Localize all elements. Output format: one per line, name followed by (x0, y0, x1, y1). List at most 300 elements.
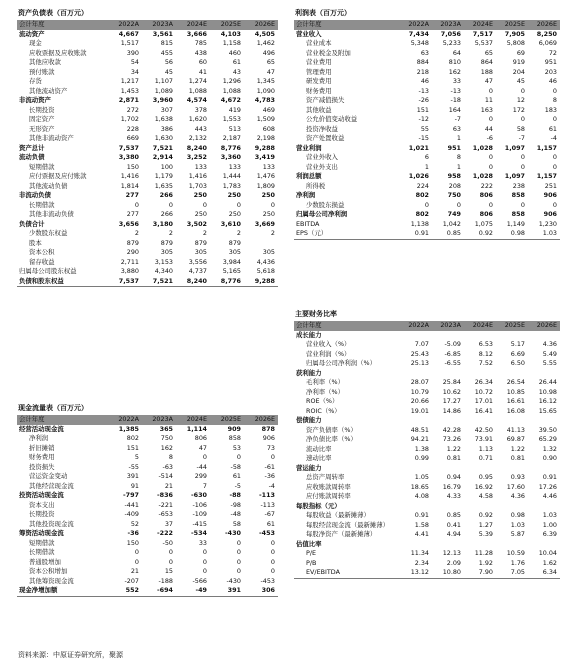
cell-value: 16.12 (538, 397, 557, 405)
cell-value: 3,960 (152, 96, 173, 104)
cell-value: 1.03 (510, 520, 525, 529)
cell-value: 6.53 (478, 340, 493, 348)
cell-value: 1.58 (414, 520, 429, 529)
cell-value: 390 (126, 48, 139, 57)
cell-value: 8 (168, 453, 173, 461)
cell-value: 251 (544, 181, 557, 190)
cell-value: 858 (511, 210, 525, 218)
header-label: 会计年度 (294, 321, 400, 331)
cell-value: 884 (416, 58, 429, 66)
table-row (294, 416, 560, 426)
row-label: 总资产周转率 (306, 473, 345, 481)
table-row (294, 106, 560, 116)
table-row (17, 472, 278, 482)
cell-value: 11.34 (410, 549, 429, 557)
cell-value: 46 (420, 77, 429, 85)
cell-value: 17.27 (442, 397, 461, 405)
cell-value: 1,088 (222, 86, 241, 95)
cell-value: 0.94 (446, 473, 461, 481)
cell-value: 306 (244, 586, 278, 596)
cell-value: 61 (548, 124, 557, 133)
cell-value: 25.13 (410, 359, 429, 367)
row-label: 少数股东损益 (306, 200, 345, 209)
table-row (294, 464, 560, 474)
row-label: 负债和股东权益 (17, 277, 108, 287)
cell-value: 42.50 (474, 425, 493, 434)
cell-value: 228 (126, 124, 139, 133)
cell-value: 203 (544, 67, 557, 76)
row-label: 资产总计 (19, 143, 45, 152)
cell-value: 15 (164, 567, 173, 575)
key-ratios-table (294, 321, 560, 579)
cell-value: 7,056 (440, 29, 461, 38)
table-row (294, 220, 560, 230)
cell-value: 802 (415, 191, 429, 199)
cell-value: 2,132 (188, 134, 207, 142)
source-footer: 资料来源：中原证券研究所，聚源 (18, 651, 123, 659)
cell-value: 4,667 (118, 29, 139, 38)
cell-value: 69 (516, 48, 525, 57)
cell-value: -4 (268, 481, 275, 490)
cell-value: 1,089 (154, 86, 173, 95)
cell-value: -44 (196, 462, 207, 471)
cell-value: 2,187 (222, 134, 241, 142)
table-row (294, 397, 560, 407)
cell-value: 3,556 (188, 257, 207, 266)
row-label: 资本支出 (29, 500, 55, 509)
cell-value: -6 (486, 134, 493, 142)
row-label: 归属母公司净利润（%） (306, 359, 376, 367)
row-label: 营业成本 (306, 39, 332, 47)
income-statement-title: 利润表（百万元） (295, 9, 351, 17)
cell-value: 3,252 (186, 153, 207, 161)
cell-value: 250 (261, 191, 275, 199)
cell-value (528, 464, 560, 474)
cell-value: 1.76 (510, 558, 525, 567)
row-label: P/B (306, 558, 317, 567)
cell-value: 0.92 (478, 511, 493, 519)
cell-value: 10.04 (538, 549, 557, 557)
table-row (17, 210, 278, 220)
cell-value: 1,097 (504, 143, 525, 152)
cell-value: 41.13 (506, 425, 525, 434)
table-row (17, 115, 278, 125)
cell-value: 45 (516, 77, 525, 85)
cell-value: 0 (424, 200, 429, 209)
cell-value: 4,672 (220, 96, 241, 104)
cell-value: 1.38 (414, 444, 429, 453)
row-label: 毛利率（%） (306, 378, 345, 386)
cell-value: 7 (202, 481, 207, 490)
cell-value (244, 239, 278, 249)
cell-value: 0 (270, 200, 275, 209)
cell-value: 6,069 (538, 39, 557, 47)
cell-value: -36 (127, 529, 139, 537)
cell-value: -415 (192, 519, 207, 528)
cell-value: 266 (159, 191, 173, 199)
cell-value: -13 (450, 86, 461, 95)
cell-value: 1.03 (528, 229, 560, 239)
cell-value: 438 (194, 48, 207, 57)
cell-value: 47 (198, 443, 207, 452)
header-year: 2023A (432, 321, 464, 331)
cell-value: 443 (194, 124, 207, 133)
cell-value: 0 (488, 86, 493, 95)
cell-value: 10.72 (474, 387, 493, 396)
header-year: 2023A (142, 20, 176, 30)
cell-value: 858 (511, 191, 525, 199)
cell-value: 1,517 (120, 39, 139, 47)
cell-value: -18 (450, 96, 461, 104)
cell-value: 3,984 (222, 257, 241, 266)
table-row (17, 258, 278, 268)
cell-value: 2,871 (118, 96, 139, 104)
cell-value: 3,610 (220, 219, 241, 228)
cell-value: 33 (198, 538, 207, 547)
cell-value: -113 (259, 491, 275, 499)
cell-value (496, 502, 528, 512)
row-label: 其他收益 (306, 105, 332, 114)
header-year: 2026E (244, 415, 278, 425)
cell-value (528, 540, 560, 550)
cell-value: 1,230 (538, 219, 557, 228)
cell-value: 906 (543, 191, 557, 199)
row-label: 其他筹资现金流 (29, 576, 74, 585)
cell-value: 44 (484, 124, 493, 133)
cell-value: 810 (448, 58, 461, 66)
cell-value: 1.62 (542, 558, 557, 567)
cell-value: 56 (164, 58, 173, 66)
cell-value: 4,436 (256, 257, 275, 266)
cell-value: 0.98 (496, 229, 528, 239)
cell-value: 2 (168, 229, 173, 237)
table-row (17, 220, 278, 230)
cell-value: 0.81 (510, 454, 525, 462)
cell-value: 1,274 (188, 77, 207, 85)
cell-value: 7,537 (118, 143, 139, 152)
cell-value: 1,462 (256, 39, 275, 47)
cell-value: 162 (448, 67, 461, 76)
table-row (294, 483, 560, 493)
table-row (17, 163, 278, 173)
table-row (17, 229, 278, 239)
table-row (17, 182, 278, 192)
row-label: 长期投资 (29, 105, 55, 114)
cell-value: 5.55 (542, 359, 557, 367)
cell-value: 39.50 (538, 425, 557, 434)
cell-value: 21 (164, 481, 173, 490)
cell-value: 43 (232, 67, 241, 76)
table-row (294, 369, 560, 379)
header-year: 2024E (464, 321, 496, 331)
cell-value (432, 369, 464, 379)
cell-value: 1 (456, 134, 461, 142)
cell-value: 4.33 (446, 492, 461, 500)
cell-value: 0.81 (446, 454, 461, 462)
cell-value: 0.41 (446, 520, 461, 529)
row-label: 营运资金变动 (29, 472, 68, 480)
cell-value: 1,416 (188, 172, 207, 180)
row-label: 营运能力 (296, 463, 322, 472)
row-label: EV/EBITDA (294, 568, 400, 578)
header-year: 2024E (176, 20, 210, 30)
cell-value: 63 (452, 124, 461, 133)
cell-value: -106 (192, 500, 207, 509)
cell-value: 11 (484, 96, 493, 104)
cash-flow-panel (17, 404, 278, 597)
cell-value: -6.85 (444, 349, 461, 358)
cell-value: -5 (234, 481, 241, 490)
cell-value: 6.39 (542, 530, 557, 538)
cell-value (496, 416, 528, 426)
cell-value: 94.21 (410, 435, 429, 443)
cell-value: 7,521 (142, 277, 176, 287)
cell-value: 16.79 (442, 482, 461, 491)
cell-value: 0.91 (542, 473, 557, 481)
row-label: 资本公积增加 (29, 567, 68, 575)
cell-value (400, 502, 432, 512)
cell-value: 19.01 (410, 406, 429, 415)
cell-value: 0.91 (414, 511, 429, 519)
cell-value: 1 (424, 162, 429, 171)
balance-sheet-panel (17, 9, 278, 287)
cell-value: 7.05 (496, 568, 528, 578)
row-label: 其他非流动负债 (29, 210, 74, 218)
cell-value: 951 (447, 143, 461, 152)
cell-value: 0 (236, 557, 241, 566)
cell-value: 133 (262, 162, 275, 171)
cell-value: 496 (262, 48, 275, 57)
cell-value: 1,179 (154, 172, 173, 180)
row-label: 营业利润（%） (306, 349, 351, 358)
cell-value: 299 (194, 472, 207, 480)
table-row (294, 568, 560, 578)
cell-value: 305 (194, 248, 207, 256)
cell-value: 33 (452, 77, 461, 85)
header-year: 2022A (400, 321, 432, 331)
cell-value: 64 (452, 48, 461, 57)
table-row (294, 163, 560, 173)
cell-value: 25.84 (442, 378, 461, 386)
row-label: 应付账款周转率 (306, 492, 351, 500)
cell-value: 54 (130, 58, 139, 66)
cell-value: 61 (232, 58, 241, 66)
cell-value (400, 369, 432, 379)
cell-value: 1,630 (154, 134, 173, 142)
cell-value: -58 (230, 462, 241, 471)
cell-value (496, 331, 528, 341)
row-label: 其他流动负债 (29, 181, 68, 190)
cell-value: 0.92 (464, 229, 496, 239)
row-label: 其他流动资产 (29, 86, 68, 95)
table-row (17, 201, 278, 211)
cell-value: 12 (516, 96, 525, 104)
cell-value: -48 (230, 510, 241, 518)
cell-value: 8 (456, 153, 461, 161)
row-label: EPS（元） (294, 229, 400, 239)
row-label: 资产减值损失 (306, 96, 345, 104)
row-label: 非流动负债 (19, 191, 51, 199)
cell-value (496, 540, 528, 550)
cell-value: 7,517 (472, 29, 493, 38)
cell-value: 3,502 (186, 219, 207, 228)
table-row (294, 49, 560, 59)
cell-value (528, 502, 560, 512)
cell-value: -50 (162, 538, 173, 547)
cell-value: -7 (454, 115, 461, 123)
cell-value: 879 (160, 238, 173, 247)
cell-value: 1,476 (256, 172, 275, 180)
header-year: 2025E (496, 321, 528, 331)
cell-value: 7.90 (464, 568, 496, 578)
header-year: 2023A (432, 20, 464, 30)
cell-value: 1,021 (408, 143, 429, 152)
table-row (294, 210, 560, 220)
table-row (17, 58, 278, 68)
row-label: 净利润 (296, 191, 316, 199)
row-label: 投资净收益 (306, 124, 338, 133)
cell-value: 669 (126, 134, 139, 142)
cell-value (464, 331, 496, 341)
cell-value: 5,233 (442, 39, 461, 47)
row-label: 短期借款 (29, 162, 55, 171)
cell-value: 69.87 (506, 435, 525, 443)
row-label: 每股净资产（最新摊薄） (306, 530, 377, 538)
table-row (17, 567, 278, 577)
cell-value: 1 (456, 162, 461, 171)
cell-value: 26.54 (506, 378, 525, 386)
cell-value: 0.99 (414, 454, 429, 462)
table-row (294, 144, 560, 154)
row-label: EBITDA (296, 219, 320, 228)
row-label: 偿债能力 (296, 416, 322, 424)
cell-value: 806 (194, 434, 207, 442)
cell-value: 15.65 (538, 406, 557, 415)
row-label: 少数股东权益 (29, 229, 68, 237)
cell-value: 37 (164, 519, 173, 528)
cell-value: 0.71 (478, 454, 493, 462)
cell-value: 58 (516, 124, 525, 133)
cell-value: -694 (142, 586, 176, 596)
cell-value: 1,553 (222, 115, 241, 123)
table-row (17, 172, 278, 182)
cell-value (528, 416, 560, 426)
cell-value (400, 416, 432, 426)
cell-value: 0 (202, 557, 207, 566)
cell-value: 802 (415, 210, 429, 218)
cell-value: -188 (158, 576, 173, 585)
cell-value: 749 (447, 210, 461, 218)
row-label: 负债合计 (19, 219, 45, 228)
cell-value: 9,288 (244, 277, 278, 287)
cell-value: 1.13 (478, 444, 493, 453)
cell-value: 2,711 (120, 257, 139, 266)
row-label: 管理费用 (306, 67, 332, 76)
cell-value: 17.60 (506, 482, 525, 491)
cell-value: 7,434 (408, 29, 429, 38)
cell-value: 26.44 (538, 378, 557, 386)
cell-value: -453 (259, 529, 275, 537)
cell-value: 3,666 (186, 29, 207, 38)
cell-value: 305 (228, 248, 241, 256)
table-row (17, 248, 278, 258)
cell-value: -63 (162, 462, 173, 471)
cell-value: 1,345 (256, 77, 275, 85)
table-row (294, 435, 560, 445)
cell-value: 20.66 (410, 397, 429, 405)
header-year: 2023A (142, 415, 176, 425)
row-label: 获利能力 (296, 368, 322, 377)
cell-value: -36 (264, 472, 275, 480)
cell-value: 1,107 (154, 77, 173, 85)
cell-value: 1,385 (118, 424, 139, 433)
cell-value: 386 (160, 124, 173, 133)
table-row (294, 359, 560, 369)
cell-value: 2.34 (414, 558, 429, 567)
cell-value: 47 (266, 67, 275, 76)
row-label: 归属母公司股东权益 (19, 267, 77, 275)
cell-value: 1,090 (256, 86, 275, 95)
row-label: 每股收益（最新摊薄） (306, 511, 370, 519)
table-row (17, 548, 278, 558)
cell-value: 16.08 (506, 406, 525, 415)
cell-value: 53 (232, 443, 241, 452)
row-label: 研发费用 (306, 77, 332, 85)
cell-value: 8,240 (186, 143, 207, 152)
cell-value: 2,914 (152, 153, 173, 161)
cell-value: 391 (126, 472, 139, 480)
table-row (17, 106, 278, 116)
cell-value: -113 (260, 500, 275, 509)
row-label: 经营活动现金流 (19, 424, 64, 433)
row-label: 营业收入 (296, 29, 322, 38)
table-row (17, 539, 278, 549)
cell-value: 3,561 (152, 29, 173, 38)
cell-value: 150 (126, 538, 139, 547)
row-label: 现金净增加额 (17, 586, 108, 596)
cell-value: 0 (134, 557, 139, 566)
cell-value: -797 (123, 491, 139, 499)
cell-value: 0 (270, 567, 275, 575)
cell-value: 1,620 (188, 115, 207, 123)
table-row (294, 492, 560, 502)
cell-value: 3,180 (152, 219, 173, 228)
cell-value: 10.59 (506, 549, 525, 557)
cell-value: 419 (228, 105, 241, 114)
cell-value: 0 (456, 200, 461, 209)
header-year: 2026E (244, 20, 278, 30)
row-label: 无形资产 (29, 124, 55, 133)
cell-value: 45 (164, 67, 173, 76)
row-label: 长期借款 (29, 200, 55, 209)
cell-value: 183 (544, 105, 557, 114)
cell-value: 164 (448, 105, 461, 114)
cell-value: 188 (480, 67, 493, 76)
header-year: 2022A (108, 415, 142, 425)
income-statement-panel (294, 9, 560, 240)
cell-value: 2.09 (446, 558, 461, 567)
row-label: 投资损失 (29, 462, 55, 471)
cell-value: 1,028 (472, 143, 493, 152)
cell-value: 7.52 (478, 359, 493, 367)
cell-value: 1.32 (542, 444, 557, 453)
cell-value: 0 (488, 162, 493, 171)
table-row (294, 530, 560, 540)
cell-value: 41 (198, 67, 207, 76)
table-row (294, 30, 560, 40)
cell-value: 6.50 (510, 359, 525, 367)
table-row (294, 134, 560, 144)
